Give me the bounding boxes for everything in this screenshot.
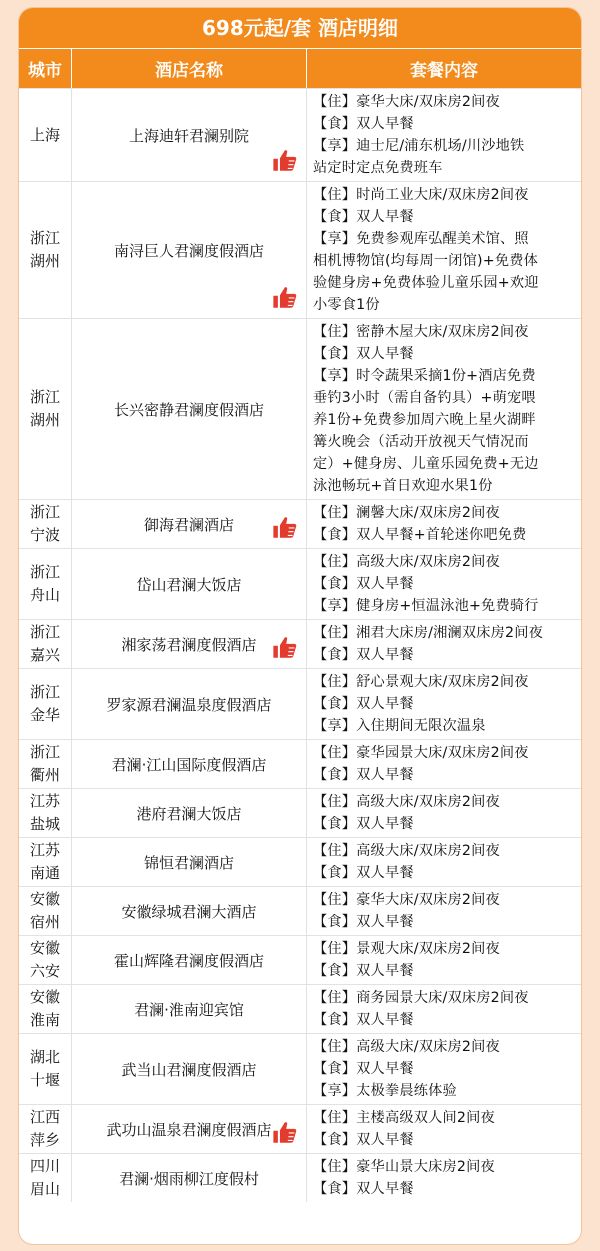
table-row [19, 788, 581, 837]
package-line: 【享】迪士尼/浦东机场/川沙地铁 [313, 138, 525, 154]
hotel-cell [71, 620, 306, 668]
hotel-name: 罗家源君澜温泉度假酒店 [106, 695, 272, 714]
city-cell [19, 985, 71, 1033]
hotel-name: 港府君澜大饭店 [136, 804, 242, 823]
package-line: 【享】免费参观库弘醒美术馆、照 [313, 231, 529, 247]
hotel-name: 君澜·江山国际度假酒店 [111, 755, 267, 774]
table-body [19, 88, 581, 1202]
city-name-line: 浙江 [29, 229, 60, 247]
package-line: 【住】湘君大床房/湘澜双床房2间夜 [313, 625, 544, 641]
package-line: 【食】双人早餐 [313, 767, 414, 783]
city-name-line: 湖州 [29, 252, 60, 270]
table-row [19, 318, 581, 499]
city-name-line: 淮南 [29, 1011, 60, 1029]
package-line: 验健身房+免费体验儿童乐园+欢迎 [313, 275, 539, 291]
table-row [19, 886, 581, 935]
hotel-name: 御海君澜酒店 [143, 515, 234, 534]
package-cell [306, 985, 581, 1033]
city-cell [19, 669, 71, 739]
package-line: 养1份+免费参加周六晚上星火湖畔 [313, 412, 536, 428]
table-row [19, 499, 581, 548]
package-line: 【食】双人早餐 [313, 576, 414, 592]
package-line: 【享】入住期间无限次温泉 [313, 718, 486, 734]
package-cell [306, 500, 581, 548]
package-line: 【食】双人早餐 [313, 116, 414, 132]
city-cell [19, 936, 71, 984]
package-cell [306, 887, 581, 935]
package-line: 【食】双人早餐 [313, 1132, 414, 1148]
package-line: 【住】高级大床/双床房2间夜 [313, 1039, 500, 1055]
city-name-line: 浙江 [29, 503, 60, 521]
package-line: 【住】密静木屋大床/双床房2间夜 [313, 324, 529, 340]
city-name-line: 眉山 [29, 1180, 60, 1198]
package-line: 【食】双人早餐 [313, 914, 414, 930]
city-cell [19, 1154, 71, 1202]
hotel-cell [71, 985, 306, 1033]
hotel-cell [71, 182, 306, 318]
table-row [19, 181, 581, 318]
city-name-line: 安徽 [29, 988, 60, 1006]
package-line: 【住】高级大床/双床房2间夜 [313, 794, 500, 810]
city-cell [19, 620, 71, 668]
hotel-cell [71, 1034, 306, 1104]
table-row [19, 1033, 581, 1104]
city-name-line: 湖北 [29, 1048, 60, 1066]
hotel-cell [71, 1154, 306, 1202]
package-line: 【住】高级大床/双床房2间夜 [313, 554, 500, 570]
thumbs-up-icon [270, 632, 300, 662]
hotel-name: 君澜·烟雨柳江度假村 [119, 1169, 259, 1188]
hotel-cell [71, 887, 306, 935]
package-line: 【享】太极拳晨练体验 [313, 1083, 457, 1099]
city-name-line: 四川 [29, 1157, 60, 1175]
package-cell [306, 1154, 581, 1202]
package-line: 【食】双人早餐 [313, 865, 414, 881]
table-row [19, 668, 581, 739]
hotel-cell [71, 669, 306, 739]
hotel-name: 安徽绿城君澜大酒店 [121, 902, 257, 921]
hotel-name: 湘家荡君澜度假酒店 [121, 635, 257, 654]
package-line: 【住】豪华大床/双床房2间夜 [313, 892, 500, 908]
city-name-line: 江苏 [29, 792, 60, 810]
city-name-line: 宿州 [29, 913, 60, 931]
header-package: 套餐内容 [306, 49, 581, 88]
city-name-line: 安徽 [29, 939, 60, 957]
hotel-name: 上海迪轩君澜别院 [128, 126, 249, 145]
thumbs-up-icon [270, 282, 300, 312]
city-cell [19, 740, 71, 788]
thumbs-up-icon [270, 1117, 300, 1147]
city-name-line: 浙江 [29, 388, 60, 406]
city-name-line: 盐城 [29, 815, 60, 833]
package-line: 【食】双人早餐 [313, 816, 414, 832]
package-line: 【住】主楼高级双人间2间夜 [313, 1110, 495, 1126]
hotel-name: 武当山君澜度假酒店 [121, 1060, 257, 1079]
city-cell [19, 500, 71, 548]
package-line: 【住】豪华园景大床/双床房2间夜 [313, 745, 529, 761]
city-cell [19, 319, 71, 499]
table-header [19, 48, 581, 88]
package-line: 【住】舒心景观大床/双床房2间夜 [313, 674, 529, 690]
city-name-line: 江苏 [29, 841, 60, 859]
table-row [19, 1104, 581, 1153]
city-cell [19, 1105, 71, 1153]
package-cell [306, 789, 581, 837]
hotel-cell [71, 549, 306, 619]
hotel-cell [71, 740, 306, 788]
package-line: 小零食1份 [313, 297, 380, 313]
package-cell [306, 319, 581, 499]
city-name-line: 衢州 [29, 766, 60, 784]
city-name-line: 南通 [29, 864, 60, 882]
city-name-line: 宁波 [29, 526, 60, 544]
city-name-line: 十堰 [29, 1071, 60, 1089]
package-line: 【享】健身房+恒温泳池+免费骑行 [313, 598, 539, 614]
hotel-name: 锦恒君澜酒店 [143, 853, 234, 872]
package-line: 【住】景观大床/双床房2间夜 [313, 941, 500, 957]
city-name-line: 江西 [29, 1108, 60, 1126]
hotel-detail-card [19, 8, 581, 1244]
page-title: 698元起/套 酒店明细 [19, 8, 581, 48]
hotel-name: 岱山君澜大饭店 [136, 575, 242, 594]
package-cell [306, 669, 581, 739]
package-line: 泳池畅玩+首日欢迎水果1份 [313, 478, 493, 494]
table-row [19, 837, 581, 886]
package-line: 【享】时令蔬果采摘1份+酒店免费 [313, 368, 536, 384]
package-cell [306, 1105, 581, 1153]
city-name-line: 湖州 [29, 411, 60, 429]
hotel-cell [71, 89, 306, 181]
city-cell [19, 182, 71, 318]
table-row [19, 619, 581, 668]
hotel-cell [71, 500, 306, 548]
table-row [19, 1153, 581, 1202]
package-line: 【食】双人早餐+首轮迷你吧免费 [313, 527, 527, 543]
city-name-line: 上海 [29, 125, 60, 144]
hotel-cell [71, 936, 306, 984]
header-city: 城市 [28, 61, 62, 81]
package-line: 相机博物馆(均每周一闭馆)+免费体 [313, 253, 538, 269]
header-hotel: 酒店名称 [71, 49, 306, 88]
city-cell [19, 549, 71, 619]
package-line: 【食】双人早餐 [313, 696, 414, 712]
package-line: 篝火晚会（活动开放视天气情况而 [313, 434, 529, 450]
city-cell [19, 887, 71, 935]
hotel-name: 长兴密静君澜度假酒店 [113, 400, 264, 419]
package-line: 【住】高级大床/双床房2间夜 [313, 843, 500, 859]
city-name-line: 舟山 [29, 586, 60, 604]
city-name-line: 金华 [29, 706, 60, 724]
package-line: 【食】双人早餐 [313, 963, 414, 979]
city-name-line: 浙江 [29, 623, 60, 641]
package-cell [306, 549, 581, 619]
city-cell [19, 89, 71, 181]
hotel-cell [71, 1105, 306, 1153]
city-name-line: 嘉兴 [29, 646, 60, 664]
hotel-name: 南浔巨人君澜度假酒店 [113, 241, 264, 260]
package-cell [306, 740, 581, 788]
thumbs-up-icon [270, 145, 300, 175]
package-line: 垂钓3小时（需自备钓具）+萌宠喂 [313, 390, 536, 406]
hotel-name: 霍山辉隆君澜度假酒店 [113, 951, 264, 970]
table-row [19, 935, 581, 984]
package-line: 定）+健身房、儿童乐园免费+无边 [313, 456, 539, 472]
table-row [19, 739, 581, 788]
table-row [19, 548, 581, 619]
hotel-name: 君澜·淮南迎宾馆 [134, 1000, 244, 1019]
package-line: 【食】双人早餐 [313, 346, 414, 362]
city-name-line: 六安 [29, 962, 60, 980]
package-line: 【食】双人早餐 [313, 647, 414, 663]
thumbs-up-icon [270, 512, 300, 542]
city-cell [19, 1034, 71, 1104]
package-line: 【住】豪华大床/双床房2间夜 [313, 94, 500, 110]
hotel-cell [71, 838, 306, 886]
package-line: 【住】澜馨大床/双床房2间夜 [313, 505, 500, 521]
city-cell [19, 838, 71, 886]
package-line: 【住】时尚工业大床/双床房2间夜 [313, 187, 529, 203]
city-name-line: 浙江 [29, 563, 60, 581]
package-line: 【住】豪华山景大床房2间夜 [313, 1159, 495, 1175]
package-line: 站定时定点免费班车 [313, 160, 443, 176]
hotel-cell [71, 789, 306, 837]
package-cell [306, 936, 581, 984]
city-cell [19, 789, 71, 837]
hotel-name: 武功山温泉君澜度假酒店 [106, 1120, 272, 1139]
package-cell [306, 89, 581, 181]
package-line: 【食】双人早餐 [313, 209, 414, 225]
table-row [19, 984, 581, 1033]
package-line: 【食】双人早餐 [313, 1061, 414, 1077]
package-cell [306, 838, 581, 886]
package-cell [306, 620, 581, 668]
table-row [19, 88, 581, 181]
package-cell [306, 1034, 581, 1104]
city-name-line: 浙江 [29, 743, 60, 761]
package-line: 【食】双人早餐 [313, 1012, 414, 1028]
package-cell [306, 182, 581, 318]
package-line: 【食】双人早餐 [313, 1181, 414, 1197]
city-name-line: 浙江 [29, 683, 60, 701]
package-line: 【住】商务园景大床/双床房2间夜 [313, 990, 529, 1006]
hotel-cell [71, 319, 306, 499]
city-name-line: 萍乡 [29, 1131, 60, 1149]
city-name-line: 安徽 [29, 890, 60, 908]
